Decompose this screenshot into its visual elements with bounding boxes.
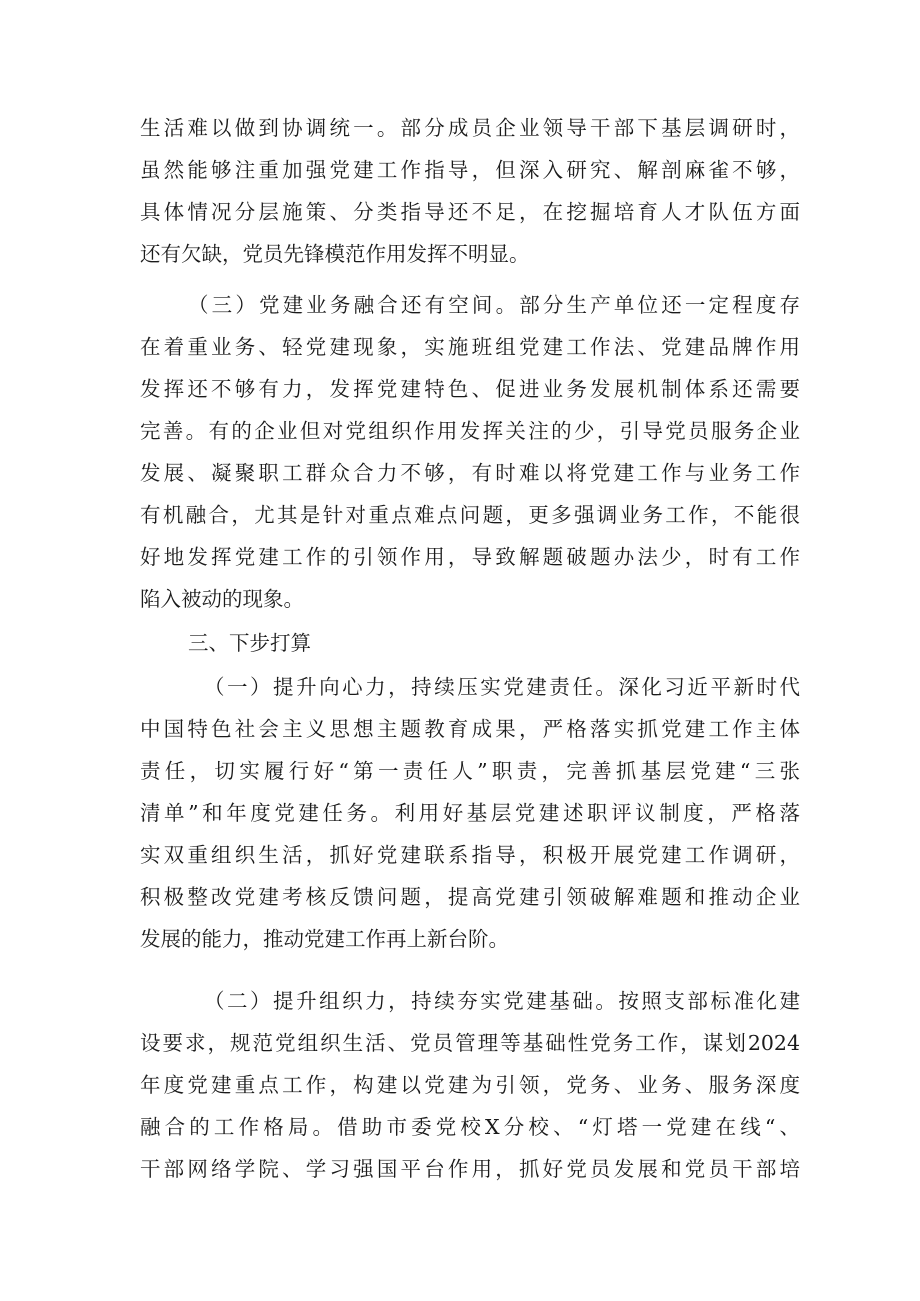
text-line: 清单”和年度党建任务。利用好基层党建述职评议制度，严格落 (140, 801, 800, 825)
text-line: 完善。有的企业但对党组织作用发挥关注的少，引导党员服务企业 (140, 419, 800, 443)
section-heading: 三、下步打算 (188, 631, 311, 655)
text-line: 发展、凝聚职工群众合力不够，有时难以将党建工作与业务工作 (140, 461, 800, 485)
text-line: 还有欠缺，党员先锋模范作用发挥不明显。 (140, 242, 530, 266)
text-line: 融合的工作格局。借助市委党校X分校、“灯塔一党建在线“、 (140, 1115, 800, 1139)
text-line: 实双重组织生活，抓好党建联系指导，积极开展党建工作调研， (140, 843, 800, 867)
text-line: 有机融合，尤其是针对重点难点问题，更多强调业务工作，不能很 (140, 503, 800, 527)
text-line: 陷入被动的现象。 (140, 587, 304, 611)
text-line: 发挥还不够有力，发挥党建特色、促进业务发展机制体系还需要 (140, 377, 800, 401)
text-line: 年度党建重点工作，构建以党建为引领，党务、业务、服务深度 (140, 1073, 800, 1097)
text-line: 中国特色社会主义思想主题教育成果，严格落实抓党建工作主体 (140, 717, 800, 741)
text-line: 在着重业务、轻党建现象，实施班组党建工作法、党建品牌作用 (140, 335, 800, 359)
text-line: 发展的能力，推动党建工作再上新台阶。 (140, 927, 509, 951)
text-line: 生活难以做到协调统一。部分成员企业领导干部下基层调研时， (140, 116, 800, 140)
text-line: 虽然能够注重加强党建工作指导，但深入研究、解剖麻雀不够， (140, 158, 800, 182)
text-line: 设要求，规范党组织生活、党员管理等基础性党务工作，谋划2024 (140, 1031, 800, 1055)
text-line: 好地发挥党建工作的引领作用，导致解题破题办法少，时有工作 (140, 545, 800, 569)
text-line: （二）提升组织力，持续夯实党建基础。按照支部标准化建 (204, 989, 800, 1013)
text-line: （一）提升向心力，持续压实党建责任。深化习近平新时代 (204, 675, 800, 699)
text-line: （三）党建业务融合还有空间。部分生产单位还一定程度存 (188, 293, 800, 317)
text-line: 积极整改党建考核反馈问题，提高党建引领破解难题和推动企业 (140, 885, 800, 909)
text-line: 干部网络学院、学习强国平台作用，抓好党员发展和党员干部培 (140, 1157, 800, 1181)
text-line: 具体情况分层施策、分类指导还不足，在挖掘培育人才队伍方面 (140, 200, 800, 224)
text-line: 责任，切实履行好“第一责任人”职责，完善抓基层党建“三张 (140, 759, 800, 783)
